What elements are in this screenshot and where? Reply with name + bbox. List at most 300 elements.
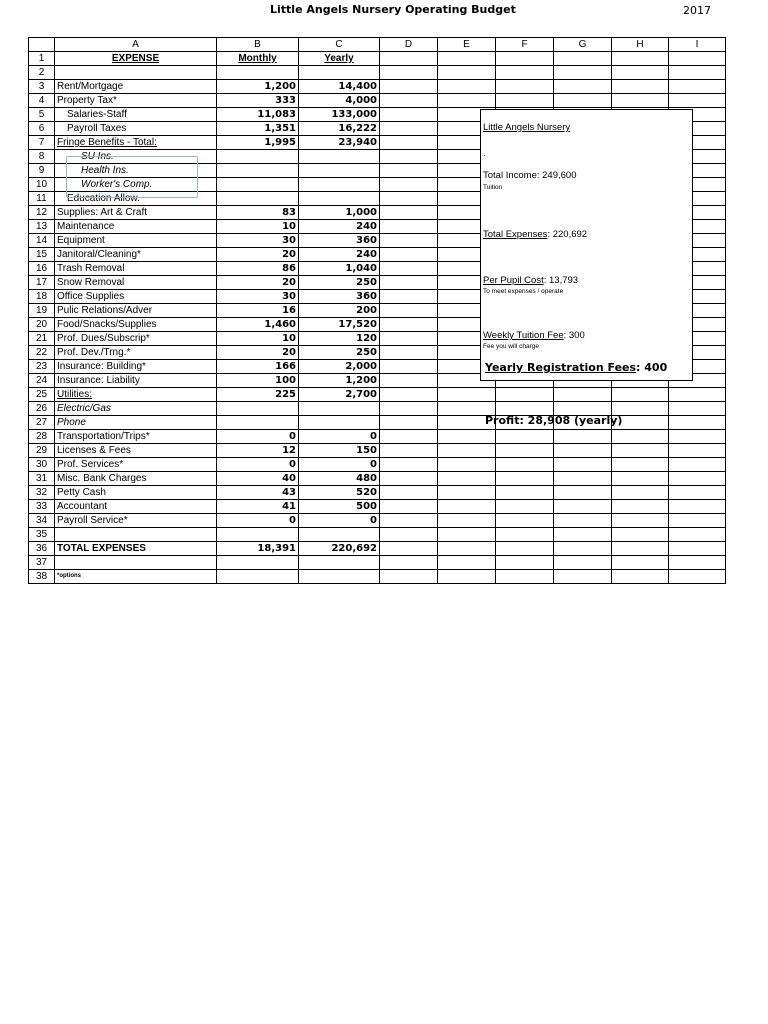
expense-label-cell[interactable]: Prof. Services* [55,458,217,472]
empty-cell[interactable] [496,486,554,500]
empty-cell[interactable] [438,458,496,472]
monthly-cell[interactable]: 30 [217,290,299,304]
empty-cell[interactable] [380,374,438,388]
empty-cell[interactable] [380,80,438,94]
yearly-cell[interactable]: 360 [299,290,380,304]
empty-cell[interactable] [496,52,554,66]
row-number[interactable]: 28 [29,430,55,444]
yearly-cell[interactable]: 14,400 [299,80,380,94]
monthly-cell[interactable]: 86 [217,262,299,276]
column-header[interactable]: G [554,38,612,52]
empty-cell[interactable] [612,430,669,444]
summary-box [480,109,693,381]
empty-cell[interactable] [496,458,554,472]
empty-cell[interactable] [438,556,496,570]
empty-cell[interactable] [380,150,438,164]
expense-label-cell[interactable]: Prof. Dues/Subscrip* [55,332,217,346]
empty-cell[interactable] [380,360,438,374]
row-number[interactable]: 13 [29,220,55,234]
monthly-cell[interactable]: 1,460 [217,318,299,332]
table-row [29,486,726,500]
yearly-cell[interactable]: 150 [299,444,380,458]
empty-cell[interactable] [438,66,496,80]
monthly-cell[interactable]: 16 [217,304,299,318]
empty-cell[interactable] [669,80,726,94]
yearly-cell[interactable]: 133,000 [299,108,380,122]
expense-label-cell[interactable] [55,556,217,570]
empty-cell[interactable] [380,66,438,80]
yearly-cell[interactable] [299,192,380,206]
per-pupil-note: To meet expenses / operate [483,288,564,295]
empty-cell[interactable] [669,556,726,570]
monthly-cell[interactable]: 18,391 [217,542,299,556]
yearly-cell[interactable]: 23,940 [299,136,380,150]
empty-cell[interactable] [380,416,438,430]
row-number[interactable]: 8 [29,150,55,164]
empty-cell[interactable] [669,94,726,108]
expenses-value: : 220,692 [547,229,588,240]
row-number[interactable]: 33 [29,500,55,514]
column-header[interactable]: F [496,38,554,52]
empty-cell[interactable] [380,500,438,514]
empty-cell[interactable] [438,472,496,486]
row-number[interactable]: 14 [29,234,55,248]
empty-cell[interactable] [496,514,554,528]
empty-cell[interactable] [380,318,438,332]
monthly-cell[interactable] [217,402,299,416]
yearly-cell[interactable] [299,416,380,430]
yearly-cell[interactable]: 240 [299,220,380,234]
row-number[interactable]: 35 [29,528,55,542]
row-number[interactable]: 38 [29,570,55,584]
empty-cell[interactable] [612,556,669,570]
row-number[interactable]: 5 [29,108,55,122]
monthly-cell[interactable]: 12 [217,444,299,458]
column-header[interactable]: H [612,38,669,52]
empty-cell[interactable] [612,514,669,528]
monthly-cell[interactable] [217,528,299,542]
expense-label-cell[interactable]: TOTAL EXPENSES [55,542,217,556]
empty-cell[interactable] [380,430,438,444]
empty-cell[interactable] [380,108,438,122]
row-number[interactable]: 6 [29,122,55,136]
empty-cell[interactable] [554,570,612,584]
income-value: 249,600 [542,170,577,181]
expense-label-cell[interactable]: Office Supplies [55,290,217,304]
expense-label-cell[interactable]: Trash Removal [55,262,217,276]
empty-cell[interactable] [669,444,726,458]
empty-cell[interactable] [669,570,726,584]
monthly-cell[interactable]: 83 [217,206,299,220]
empty-cell[interactable] [612,528,669,542]
empty-cell[interactable] [380,94,438,108]
empty-cell[interactable] [612,458,669,472]
monthly-cell[interactable] [217,178,299,192]
tuition-label: Weekly Tuition Fee [483,330,564,341]
row-number[interactable]: 34 [29,514,55,528]
expense-heading[interactable]: EXPENSE [55,52,217,66]
empty-cell[interactable] [669,528,726,542]
empty-cell[interactable] [380,542,438,556]
empty-cell[interactable] [380,528,438,542]
expense-label-cell[interactable]: Licenses & Fees [55,444,217,458]
expense-label-cell[interactable]: Property Tax* [55,94,217,108]
empty-cell[interactable] [380,388,438,402]
yearly-cell[interactable] [299,66,380,80]
column-header[interactable]: E [438,38,496,52]
empty-cell[interactable] [554,514,612,528]
monthly-cell[interactable]: 333 [217,94,299,108]
empty-cell[interactable] [496,528,554,542]
empty-cell[interactable] [554,80,612,94]
monthly-heading[interactable]: Monthly [217,52,299,66]
yearly-cell[interactable] [299,150,380,164]
yearly-cell[interactable]: 1,200 [299,374,380,388]
row-number[interactable]: 7 [29,136,55,150]
empty-cell[interactable] [438,94,496,108]
empty-cell[interactable] [380,304,438,318]
empty-cell[interactable] [380,248,438,262]
yearly-cell[interactable]: 17,520 [299,318,380,332]
expense-label-cell[interactable]: Education Allow. [55,192,217,206]
empty-cell[interactable] [380,346,438,360]
empty-cell[interactable] [380,486,438,500]
empty-cell[interactable] [554,458,612,472]
expense-label-cell[interactable]: Equipment [55,234,217,248]
monthly-cell[interactable]: 0 [217,514,299,528]
monthly-cell[interactable]: 0 [217,458,299,472]
table-row [29,514,726,528]
monthly-cell[interactable] [217,192,299,206]
row-number[interactable]: 31 [29,472,55,486]
monthly-cell[interactable] [217,556,299,570]
monthly-cell[interactable]: 40 [217,472,299,486]
empty-cell[interactable] [496,80,554,94]
empty-cell[interactable] [496,570,554,584]
monthly-cell[interactable]: 166 [217,360,299,374]
row-number[interactable]: 23 [29,360,55,374]
yearly-cell[interactable]: 360 [299,234,380,248]
empty-cell[interactable] [669,66,726,80]
empty-cell[interactable] [612,52,669,66]
empty-cell[interactable] [554,486,612,500]
empty-cell[interactable] [669,500,726,514]
empty-cell[interactable] [380,178,438,192]
monthly-cell[interactable]: 43 [217,486,299,500]
empty-cell[interactable] [612,444,669,458]
row-number[interactable]: 17 [29,276,55,290]
monthly-cell[interactable] [217,150,299,164]
monthly-cell[interactable]: 20 [217,346,299,360]
budget-year: 2017 [683,4,711,17]
yearly-cell[interactable]: 200 [299,304,380,318]
empty-cell[interactable] [669,402,726,416]
expense-label-cell[interactable]: Maintenance [55,220,217,234]
yearly-cell[interactable] [299,164,380,178]
yearly-cell[interactable] [299,402,380,416]
empty-cell[interactable] [496,94,554,108]
row-number[interactable]: 27 [29,416,55,430]
empty-cell[interactable] [380,220,438,234]
row-number[interactable]: 2 [29,66,55,80]
yearly-cell[interactable] [299,556,380,570]
empty-cell[interactable] [380,472,438,486]
corner-cell[interactable] [29,38,55,52]
empty-cell[interactable] [496,500,554,514]
empty-cell[interactable] [554,388,612,402]
yearly-cell[interactable]: 1,040 [299,262,380,276]
monthly-cell[interactable]: 10 [217,220,299,234]
expense-label-cell[interactable]: Accountant [55,500,217,514]
yearly-cell[interactable]: 0 [299,430,380,444]
monthly-cell[interactable]: 41 [217,500,299,514]
expense-label-cell[interactable]: Payroll Taxes [55,122,217,136]
empty-cell[interactable] [380,192,438,206]
empty-cell[interactable] [496,430,554,444]
column-header[interactable]: D [380,38,438,52]
empty-cell[interactable] [554,94,612,108]
monthly-cell[interactable]: 20 [217,276,299,290]
column-header[interactable]: A [55,38,217,52]
empty-cell[interactable] [438,430,496,444]
expense-label-cell[interactable]: Supplies: Art & Craft [55,206,217,220]
empty-cell[interactable] [380,556,438,570]
table-row [29,388,726,402]
empty-cell[interactable] [380,458,438,472]
empty-cell[interactable] [669,472,726,486]
table-row [29,66,726,80]
empty-cell[interactable] [380,570,438,584]
empty-cell[interactable] [496,542,554,556]
empty-cell[interactable] [496,444,554,458]
monthly-cell[interactable]: 11,083 [217,108,299,122]
monthly-cell[interactable]: 30 [217,234,299,248]
empty-cell[interactable] [669,430,726,444]
empty-cell[interactable] [612,486,669,500]
expense-label-cell[interactable]: Snow Removal [55,276,217,290]
row-number[interactable]: 24 [29,374,55,388]
expense-label-cell[interactable]: *options [55,570,217,584]
yearly-cell[interactable]: 0 [299,514,380,528]
empty-cell[interactable] [438,388,496,402]
empty-cell[interactable] [612,570,669,584]
expense-label-cell[interactable]: Pulic Relations/Adver [55,304,217,318]
empty-cell[interactable] [380,262,438,276]
expense-label-cell[interactable]: Petty Cash [55,486,217,500]
expense-label-cell[interactable]: Salaries-Staff [55,108,217,122]
empty-cell[interactable] [669,388,726,402]
empty-cell[interactable] [554,472,612,486]
empty-cell[interactable] [554,556,612,570]
table-row [29,500,726,514]
expense-label-cell[interactable]: SU Ins. [55,150,217,164]
yearly-cell[interactable]: 240 [299,248,380,262]
empty-cell[interactable] [438,528,496,542]
monthly-cell[interactable]: 100 [217,374,299,388]
yearly-heading[interactable]: Yearly [299,52,380,66]
expense-label-cell[interactable]: Prof. Dev./Trng.* [55,346,217,360]
row-number[interactable]: 11 [29,192,55,206]
row-number[interactable]: 19 [29,304,55,318]
row-number[interactable]: 22 [29,346,55,360]
empty-cell[interactable] [554,66,612,80]
row-number[interactable]: 1 [29,52,55,66]
table-row [29,80,726,94]
empty-cell[interactable] [612,80,669,94]
summary-expenses [483,229,587,240]
empty-cell[interactable] [612,66,669,80]
empty-cell[interactable] [380,122,438,136]
expense-label-cell[interactable]: Fringe Benefits - Total: [55,136,217,150]
empty-cell[interactable] [612,388,669,402]
empty-cell[interactable] [669,458,726,472]
row-number[interactable]: 26 [29,402,55,416]
yearly-cell[interactable]: 500 [299,500,380,514]
expense-label-cell[interactable]: Payroll Service* [55,514,217,528]
monthly-cell[interactable]: 1,995 [217,136,299,150]
empty-cell[interactable] [380,402,438,416]
empty-cell[interactable] [380,290,438,304]
yearly-cell[interactable]: 2,000 [299,360,380,374]
empty-cell[interactable] [496,472,554,486]
empty-cell[interactable] [438,444,496,458]
expense-label-cell[interactable]: Insurance: Building* [55,360,217,374]
expense-label-cell[interactable] [55,528,217,542]
registration-value: : 400 [636,361,668,374]
yearly-cell[interactable]: 520 [299,486,380,500]
yearly-cell[interactable]: 250 [299,276,380,290]
expense-label-cell[interactable]: Health Ins. [55,164,217,178]
empty-cell[interactable] [669,52,726,66]
column-header[interactable]: C [299,38,380,52]
monthly-cell[interactable]: 1,200 [217,80,299,94]
empty-cell[interactable] [438,542,496,556]
row-number[interactable]: 29 [29,444,55,458]
monthly-cell[interactable] [217,164,299,178]
empty-cell[interactable] [612,500,669,514]
monthly-cell[interactable]: 20 [217,248,299,262]
expense-label-cell[interactable]: Misc. Bank Charges [55,472,217,486]
yearly-cell[interactable]: 480 [299,472,380,486]
expense-label-cell[interactable]: Transportation/Trips* [55,430,217,444]
expense-label-cell[interactable]: Electric/Gas [55,402,217,416]
empty-cell[interactable] [669,486,726,500]
expense-label-cell[interactable] [55,66,217,80]
yearly-cell[interactable] [299,570,380,584]
empty-cell[interactable] [380,444,438,458]
row-number[interactable]: 4 [29,94,55,108]
yearly-cell[interactable]: 220,692 [299,542,380,556]
yearly-cell[interactable]: 2,700 [299,388,380,402]
row-number[interactable]: 10 [29,178,55,192]
row-number[interactable]: 3 [29,80,55,94]
empty-cell[interactable] [554,528,612,542]
empty-cell[interactable] [612,542,669,556]
yearly-cell[interactable]: 4,000 [299,94,380,108]
row-number[interactable]: 21 [29,332,55,346]
empty-cell[interactable] [380,332,438,346]
empty-cell[interactable] [438,514,496,528]
empty-cell[interactable] [669,542,726,556]
yearly-cell[interactable]: 120 [299,332,380,346]
monthly-cell[interactable] [217,416,299,430]
empty-cell[interactable] [669,416,726,430]
empty-cell[interactable] [496,66,554,80]
empty-cell[interactable] [438,500,496,514]
empty-cell[interactable] [554,444,612,458]
summary-tuition [483,330,585,341]
empty-cell[interactable] [612,94,669,108]
expense-label-cell[interactable]: Phone [55,416,217,430]
row-number[interactable]: 37 [29,556,55,570]
row-number[interactable]: 18 [29,290,55,304]
expense-label-cell[interactable]: Rent/Mortgage [55,80,217,94]
empty-cell[interactable] [380,136,438,150]
summary-name: Little Angels Nursery [483,122,571,133]
empty-cell[interactable] [669,514,726,528]
yearly-cell[interactable]: 250 [299,346,380,360]
row-number[interactable]: 16 [29,262,55,276]
empty-cell[interactable] [496,388,554,402]
empty-cell[interactable] [438,570,496,584]
column-header[interactable]: B [217,38,299,52]
yearly-cell[interactable] [299,178,380,192]
empty-cell[interactable] [612,472,669,486]
empty-cell[interactable] [438,80,496,94]
row-number[interactable]: 30 [29,458,55,472]
income-label: Total Income: [483,170,540,181]
monthly-cell[interactable]: 225 [217,388,299,402]
empty-cell[interactable] [438,486,496,500]
monthly-cell[interactable]: 0 [217,430,299,444]
column-header[interactable]: I [669,38,726,52]
yearly-cell[interactable]: 16,222 [299,122,380,136]
expense-label-cell[interactable]: Utilities: [55,388,217,402]
row-number[interactable]: 32 [29,486,55,500]
empty-cell[interactable] [554,430,612,444]
empty-cell[interactable] [554,542,612,556]
monthly-cell[interactable]: 1,351 [217,122,299,136]
expense-label-cell[interactable]: Worker's Comp. [55,178,217,192]
empty-cell[interactable] [380,164,438,178]
row-number[interactable]: 12 [29,206,55,220]
empty-cell[interactable] [554,52,612,66]
monthly-cell[interactable] [217,570,299,584]
empty-cell[interactable] [380,276,438,290]
empty-cell[interactable] [380,514,438,528]
empty-cell[interactable] [380,52,438,66]
expense-label-cell[interactable]: Insurance: Liability [55,374,217,388]
expense-label-cell[interactable]: Food/Snacks/Supplies [55,318,217,332]
empty-cell[interactable] [380,234,438,248]
yearly-cell[interactable] [299,528,380,542]
empty-cell[interactable] [380,206,438,220]
row-number[interactable]: 15 [29,248,55,262]
monthly-cell[interactable]: 10 [217,332,299,346]
empty-cell[interactable] [438,52,496,66]
row-number[interactable]: 20 [29,318,55,332]
yearly-cell[interactable]: 0 [299,458,380,472]
empty-cell[interactable] [554,500,612,514]
row-number[interactable]: 9 [29,164,55,178]
yearly-cell[interactable]: 1,000 [299,206,380,220]
row-number[interactable]: 25 [29,388,55,402]
row-number[interactable]: 36 [29,542,55,556]
table-row [29,430,726,444]
monthly-cell[interactable] [217,66,299,80]
expense-label-cell[interactable]: Janitoral/Cleaning* [55,248,217,262]
empty-cell[interactable] [496,556,554,570]
